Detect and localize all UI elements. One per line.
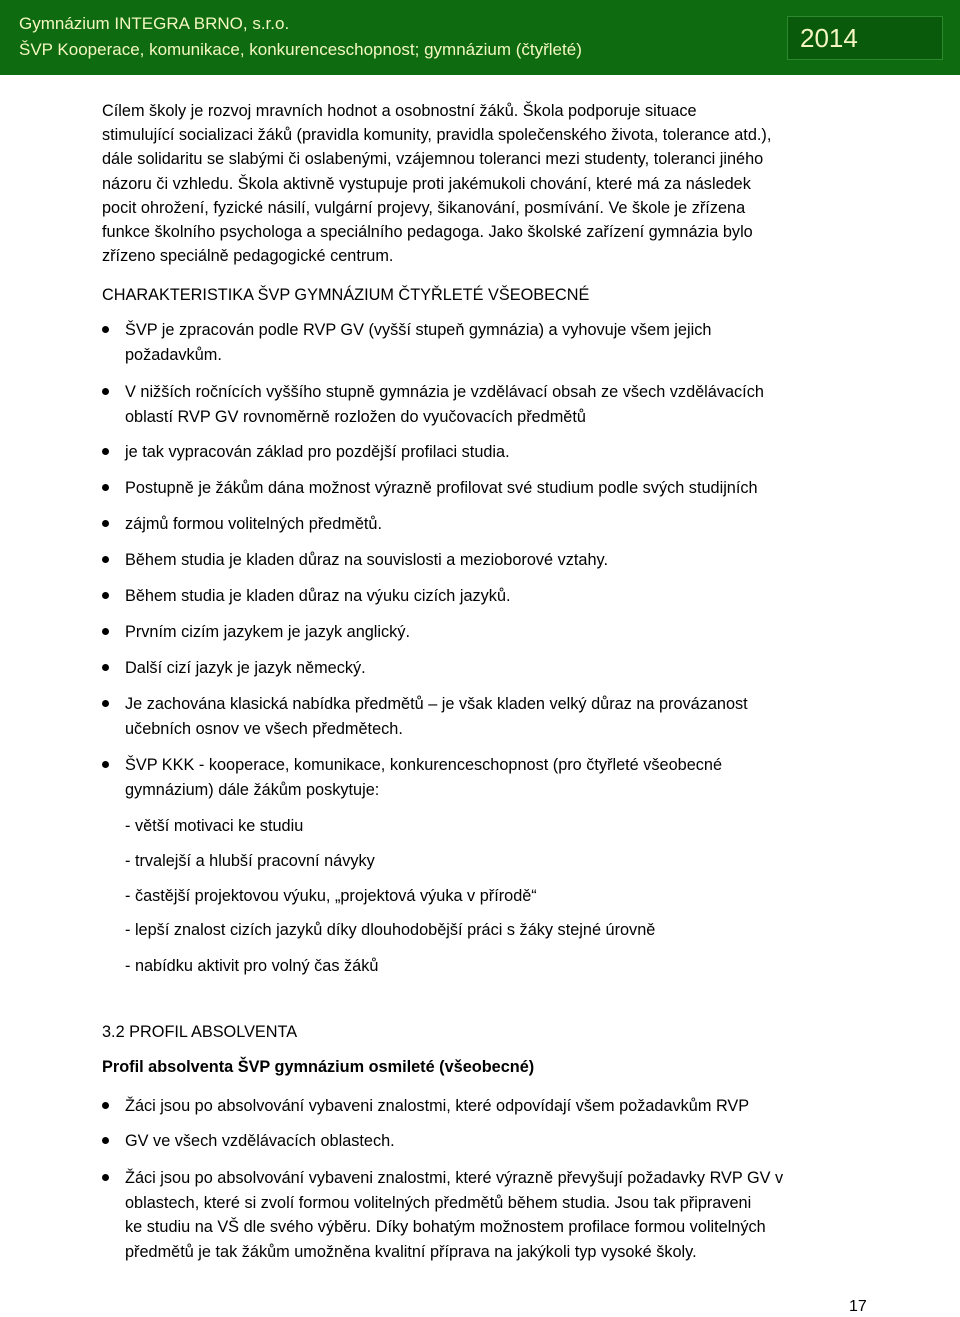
- bullet-icon: [102, 664, 109, 671]
- bullet-icon: [102, 448, 109, 455]
- dash-list-item: - větší motivaci ke studiu: [125, 817, 304, 835]
- list-item-text: Postupně je žákům dána možnost výrazně profilovat své studium podle svých studijních: [125, 479, 758, 497]
- list-item-text: GV ve všech vzdělávacích oblastech.: [125, 1132, 395, 1150]
- header-school-name: Gymnázium INTEGRA BRNO, s.r.o.: [19, 14, 290, 33]
- header-year: 2014: [800, 23, 858, 53]
- bullet-icon: [102, 761, 109, 768]
- bullet-icon: [102, 592, 109, 599]
- list-item-text: požadavkům.: [125, 345, 222, 364]
- list-item-text: ŠVP je zpracován podle RVP GV (vyšší stupeň gymnázia) a vyhovuje všem jejich: [125, 321, 712, 339]
- bullet-icon: [102, 556, 109, 563]
- list-item-text: Prvním cizím jazykem je jazyk anglický.: [125, 623, 410, 641]
- list-item-text: zájmů formou volitelných předmětů.: [125, 515, 382, 533]
- paragraph-line: zřízeno speciálně pedagogické centrum.: [102, 247, 394, 266]
- page-number: 17: [849, 1298, 867, 1315]
- intro-paragraph: [102, 99, 862, 268]
- bullet-icon: [102, 628, 109, 635]
- list-item-text: je tak vypracován základ pro pozdější profilaci studia.: [125, 443, 510, 461]
- bullet-icon: [102, 1174, 109, 1181]
- list-item-text: oblastech, které si zvolí formou volitelných předmětů během studia. Jsou tak připraveni: [125, 1193, 752, 1212]
- list-item-text: gymnázium) dále žákům poskytuje:: [125, 780, 380, 799]
- bullet-icon: [102, 520, 109, 527]
- bullet-icon: [102, 388, 109, 395]
- page-header: [0, 0, 960, 75]
- list-item-text: Během studia je kladen důraz na výuku cizích jazyků.: [125, 587, 511, 605]
- dash-list-item: - častější projektovou výuku, „projektová výuka v přírodě“: [125, 887, 537, 905]
- characteristics-heading: CHARAKTERISTIKA ŠVP GYMNÁZIUM ČTYŘLETÉ VŠEOBECNÉ: [102, 286, 590, 304]
- bullet-icon: [102, 484, 109, 491]
- list-item-text: V nižších ročnících vyššího stupně gymnázia je vzdělávací obsah ze všech vzdělávacích: [125, 383, 764, 401]
- paragraph-line: stimulující socializaci žáků (pravidla komunity, pravidla společenského života, tolerance atd.),: [102, 126, 772, 145]
- list-item-text: Žáci jsou po absolvování vybaveni znalostmi, které odpovídají všem požadavkům RVP: [125, 1097, 750, 1115]
- paragraph-line: názoru či vzhledu. Škola aktivně vystupuje proti jakémukoli chování, které má za následek: [102, 174, 751, 193]
- paragraph-line: pocit ohrožení, fyzické násilí, vulgární projevy, šikanování, posmívání. Ve škole je zřízena: [102, 198, 746, 217]
- dash-list-item: - nabídku aktivit pro volný čas žáků: [125, 957, 379, 975]
- list-item-text: oblastí RVP GV rovnoměrně rozložen do vyučovacích předmětů: [125, 407, 586, 426]
- dash-list-item: - lepší znalost cizích jazyků díky dlouhodobější práci s žáky stejné úrovně: [125, 921, 656, 939]
- paragraph-line: dále solidaritu se slabými či oslabenými, vzájemnou toleranci mezi studenty, toleranci jiného: [102, 150, 764, 169]
- dash-list-item: - trvalejší a hlubší pracovní návyky: [125, 852, 375, 870]
- list-item-text: Žáci jsou po absolvování vybaveni znalostmi, které výrazně převyšují požadavky RVP GV v: [125, 1169, 784, 1187]
- bullet-icon: [102, 326, 109, 333]
- list-item-text: ŠVP KKK - kooperace, komunikace, konkurenceschopnost (pro čtyřleté všeobecné: [125, 756, 723, 774]
- list-item-text: Během studia je kladen důraz na souvislosti a mezioborové vztahy.: [125, 551, 608, 569]
- bullet-icon: [102, 1102, 109, 1109]
- header-year-box: [787, 16, 943, 60]
- header-program-title: ŠVP Kooperace, komunikace, konkurenceschopnost; gymnázium (čtyřleté): [19, 40, 582, 59]
- list-item-text: Další cizí jazyk je jazyk německý.: [125, 659, 366, 677]
- paragraph-line: Cílem školy je rozvoj mravních hodnot a osobnostní žáků. Škola podporuje situace: [102, 102, 697, 120]
- paragraph-line: funkce školního psychologa a speciálního pedagoga. Jako školské zařízení gymnázia bylo: [102, 223, 753, 242]
- section-title: 3.2 PROFIL ABSOLVENTA: [102, 1023, 298, 1041]
- list-item-text: předmětů je tak žákům umožněna kvalitní příprava na jakýkoli typ vysoké školy.: [125, 1242, 697, 1261]
- bullet-icon: [102, 700, 109, 707]
- section-subtitle: Profil absolventa ŠVP gymnázium osmileté (všeobecné): [102, 1058, 535, 1076]
- list-item-text: učebních osnov ve všech předmětech.: [125, 719, 403, 738]
- list-item-text: ke studiu na VŠ dle svého výběru. Díky bohatým možnostem profilace formou volitelných: [125, 1218, 766, 1236]
- bullet-icon: [102, 1137, 109, 1144]
- list-item-text: Je zachována klasická nabídka předmětů – je však kladen velký důraz na provázanost: [125, 695, 748, 713]
